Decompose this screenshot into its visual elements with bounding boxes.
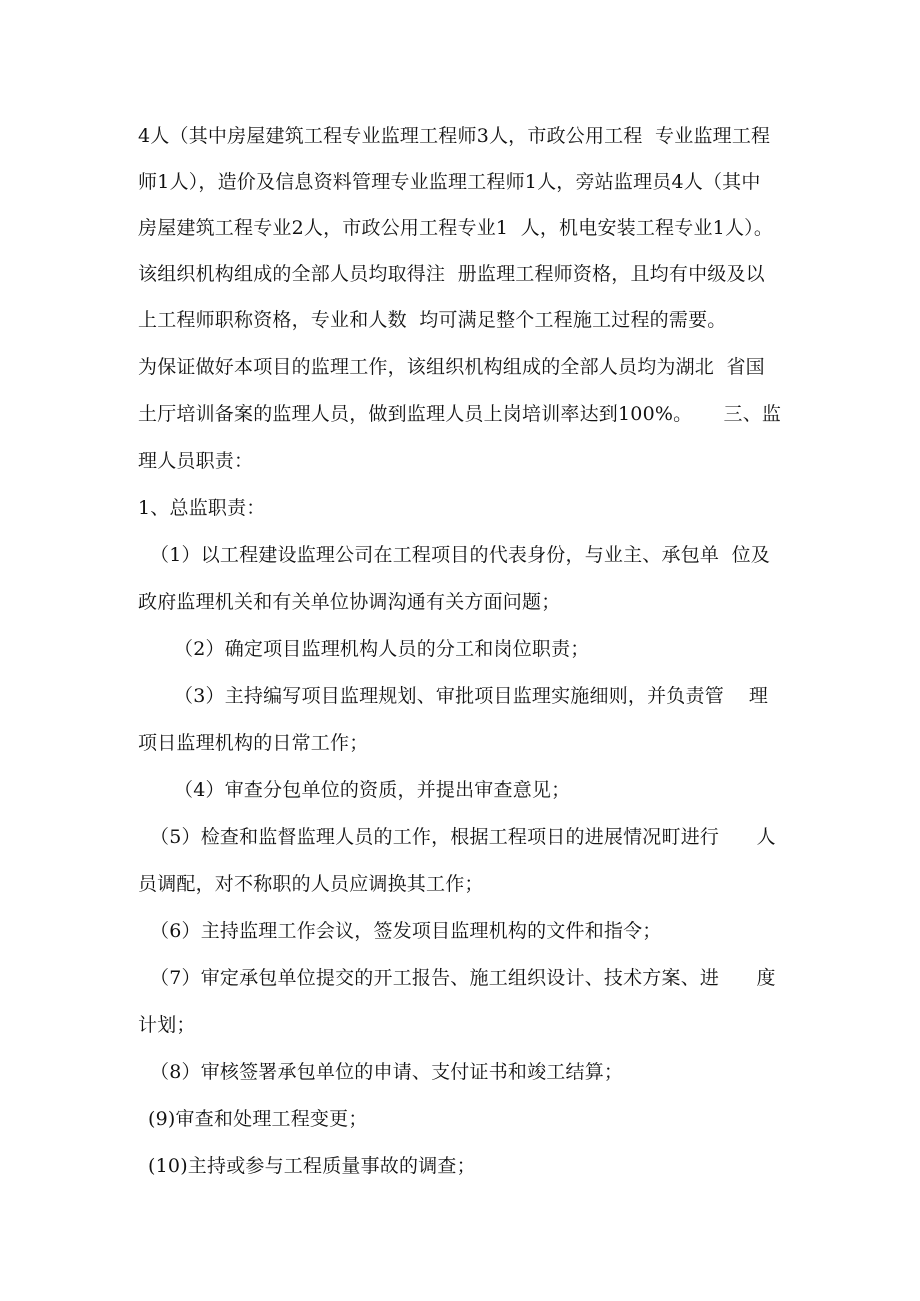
text-line-5: 上工程师职称资格，专业和人数 均可满足整个工程施工过程的需要。 bbox=[138, 309, 727, 331]
list-item-1-continued: 政府监理机关和有关单位协调沟通有关方面问题； bbox=[138, 591, 561, 613]
list-item-6: （6）主持监理工作会议，签发项目监理机构的文件和指令； bbox=[150, 920, 662, 942]
list-item-7: （7）审定承包单位提交的开工报告、施工组织设计、技术方案、进 度 bbox=[150, 967, 776, 989]
list-item-2: （2）确定项目监理机构人员的分工和岗位职责； bbox=[174, 638, 590, 660]
list-item-5-continued: 员调配，对不称职的人员应调换其工作； bbox=[138, 873, 484, 895]
text-line-2: 师1人），造价及信息资料管理专业监理工程师1人，旁站监理员4人（其中 bbox=[138, 171, 761, 193]
list-item-7-continued: 计划； bbox=[138, 1014, 196, 1036]
text-line-4: 该组织机构组成的全部人员均取得注 册监理工程师资格，且均有中级及以 bbox=[138, 263, 765, 285]
list-item-9: (9)审查和处理工程变更； bbox=[148, 1108, 368, 1130]
text-line-7: 土厅培训备案的监理人员，做到监理人员上岗培训率达到100%。 三、监 bbox=[138, 403, 782, 425]
text-line-1: 4人（其中房屋建筑工程专业监理工程师3人，市政公用工程 专业监理工程 bbox=[138, 125, 771, 147]
section-heading: 1、总监职责： bbox=[138, 497, 266, 519]
text-line-3: 房屋建筑工程专业2人，市政公用工程专业1 人，机电安装工程专业1人）。 bbox=[138, 217, 774, 239]
list-item-8: （8）审核签署承包单位的申请、支付证书和竣工结算； bbox=[150, 1061, 624, 1083]
text-line-6: 为保证做好本项目的监理工作，该组织机构组成的全部人员均为湖北 省国 bbox=[138, 356, 765, 378]
list-item-5: （5）检查和监督监理人员的工作，根据工程项日的进展情况町进行 人 bbox=[150, 826, 776, 848]
list-item-4: （4）审查分包单位的资质，并提出审查意见； bbox=[174, 779, 571, 801]
list-item-10: (10)主持或参与工程质量事故的调查； bbox=[148, 1155, 476, 1177]
list-item-3-continued: 项日监理机构的日常工作； bbox=[138, 732, 369, 754]
text-line-8: 理人员职责： bbox=[138, 450, 254, 472]
list-item-3: （3）主持编写项目监理规划、审批项目监理实施细则，并负责管 理 bbox=[174, 685, 769, 707]
list-item-1: （1）以工程建设监理公司在工程项目的代表身份，与业主、承包单 位及 bbox=[150, 544, 770, 566]
